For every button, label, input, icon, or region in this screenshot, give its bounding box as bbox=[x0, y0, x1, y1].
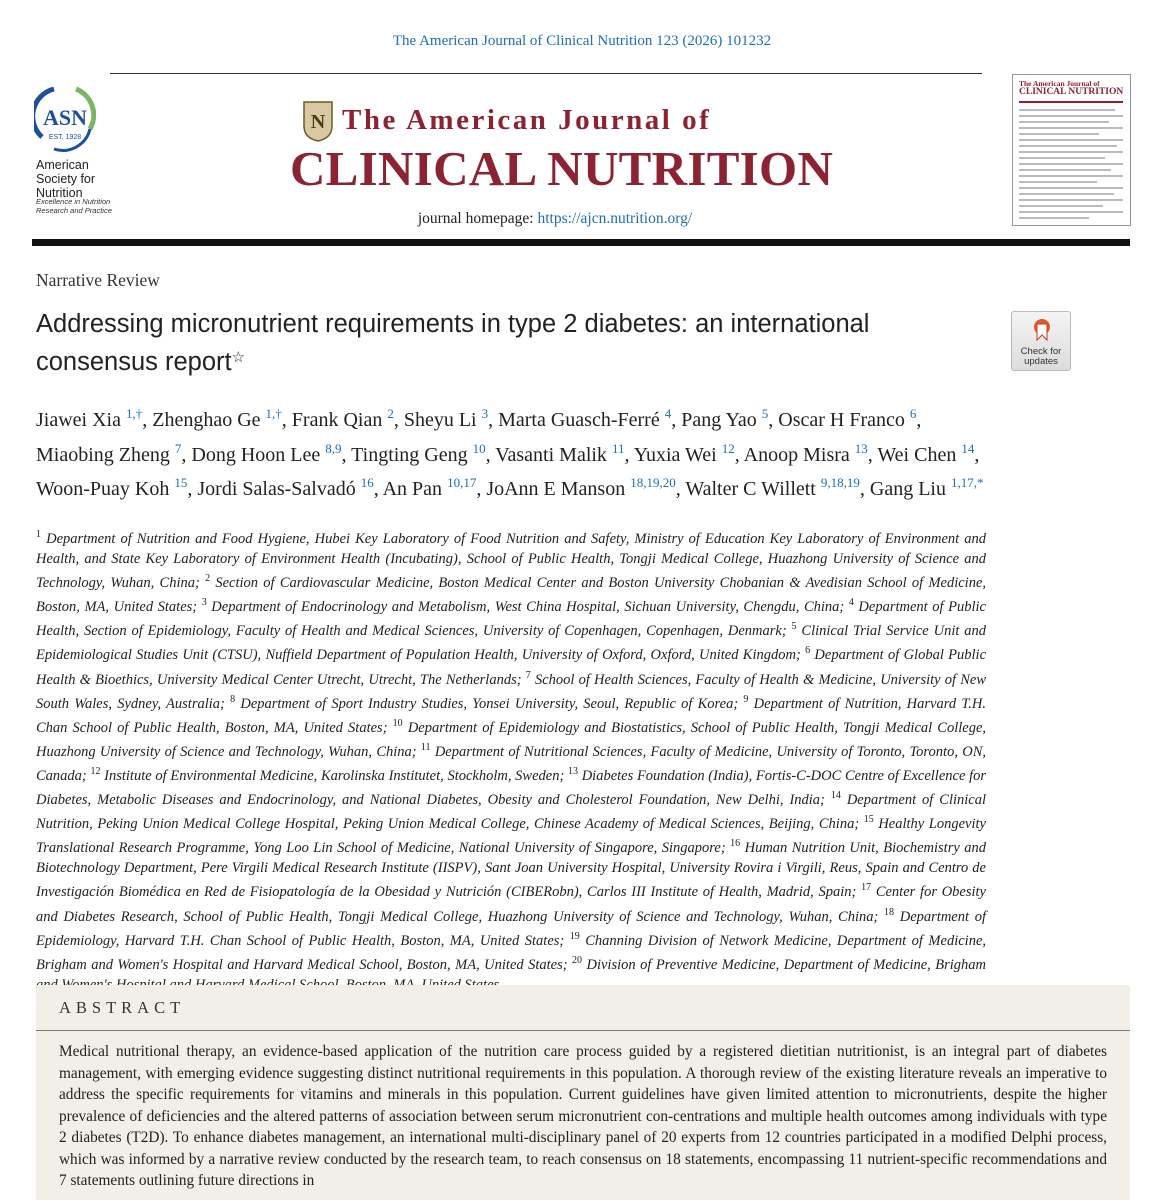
affiliation-text: Center for Obesity and Diabetes Research, School of Public Health, Tongji Medical College, Huazhong University of Science and Technology, Wuhan, China; bbox=[36, 884, 986, 925]
cover-text-line bbox=[1019, 193, 1114, 195]
affiliation-text: Department of Endocrinology and Metabolism, West China Hospital, Sichuan University, Chengdu, China; bbox=[211, 599, 845, 616]
article-title bbox=[36, 307, 996, 379]
author-affiliation-ref[interactable]: 1,17,* bbox=[950, 475, 984, 490]
author-entry bbox=[152, 406, 282, 431]
author-affiliation-ref[interactable]: 3 bbox=[481, 406, 489, 421]
author-entry bbox=[382, 475, 477, 500]
author-entry bbox=[36, 440, 182, 466]
cover-text-line bbox=[1019, 127, 1123, 129]
author-entry bbox=[743, 440, 868, 466]
author-affiliation-ref[interactable]: 1,† bbox=[265, 406, 282, 421]
cover-text-line bbox=[1019, 205, 1103, 207]
affiliation-number: 3 bbox=[201, 597, 207, 609]
author-affiliation-ref[interactable]: 13 bbox=[854, 440, 868, 456]
author-name[interactable]: Pang Yao bbox=[681, 409, 757, 431]
author-entry bbox=[633, 440, 735, 466]
author-affiliation-ref[interactable]: 6 bbox=[909, 406, 917, 421]
author-affiliation-ref[interactable]: 14 bbox=[961, 440, 975, 456]
author-name[interactable]: Wei Chen bbox=[877, 443, 957, 466]
affiliation-number: 13 bbox=[568, 765, 578, 777]
affiliation-text: Healthy Longevity Translational Research Programme, Yong Loo Lin School of Medicine, National University of Singapore, Singapore; bbox=[36, 816, 986, 857]
author-affiliation-ref[interactable]: 8,9 bbox=[325, 440, 342, 456]
affiliation-entry bbox=[90, 765, 565, 784]
journal-citation[interactable] bbox=[0, 33, 1150, 50]
affiliation-number: 20 bbox=[572, 954, 583, 966]
cover-text-line bbox=[1019, 133, 1099, 135]
author-name[interactable]: Jiawei Xia bbox=[36, 409, 121, 431]
affiliation-text: Section of Cardiovascular Medicine, Boston Medical Center and Boston University Chobanian & Avedisian School of Medicine, Boston, MA, United States; bbox=[36, 575, 987, 616]
affiliation-text: Department of Clinical Nutrition, Peking Union Medical College Hospital, Peking Union Medical College, Chinese Academy of Medical Sciences, Beijing, China; bbox=[36, 792, 987, 833]
author-entry bbox=[685, 475, 860, 500]
author-affiliation-ref[interactable]: 15 bbox=[174, 475, 188, 490]
cover-text-line bbox=[1019, 163, 1123, 165]
cover-text-line bbox=[1019, 217, 1089, 219]
author-name[interactable]: An Pan bbox=[382, 478, 443, 500]
affiliation-text: Division of Preventive Medicine, Department of Medicine, Brigham bbox=[586, 956, 987, 973]
affiliation-number: 6 bbox=[805, 645, 811, 657]
journal-emblem-icon bbox=[302, 100, 334, 142]
affiliation-text: Department of Epidemiology, Harvard T.H. Chan School of Public Health, Boston, MA, United States; bbox=[36, 908, 986, 949]
author-affiliation-ref[interactable]: 18,19,20 bbox=[630, 475, 676, 490]
author-name[interactable]: Zhenghao Ge bbox=[152, 409, 261, 431]
journal-homepage bbox=[0, 210, 1110, 228]
affiliation-number: 10 bbox=[392, 717, 403, 729]
affiliation-number: 2 bbox=[205, 573, 211, 585]
author-name[interactable]: Tingting Geng bbox=[351, 443, 468, 466]
article-title-text: Addressing micronutrient requirements in type 2 diabetes: an international consensus report bbox=[36, 310, 870, 376]
author-name[interactable]: Walter C Willett bbox=[685, 478, 816, 500]
affiliation-number: 16 bbox=[730, 838, 741, 850]
author-entry bbox=[869, 475, 984, 500]
author-affiliation-ref[interactable]: 16 bbox=[360, 475, 374, 490]
masthead-rule bbox=[32, 239, 1130, 246]
affiliation-text: Department of Public Health, Section of Epidemiology, Faculty of Health and Medical Sciences, University of Copenhagen, Copenhagen, Denmark; bbox=[36, 599, 986, 640]
affiliation-text: Clinical Trial Service Unit and Epidemiological Studies Unit (CTSU), Nuffield Department of Population Health, University of Oxford, Oxford, United Kingdom; bbox=[36, 623, 986, 664]
author-entry bbox=[877, 440, 975, 466]
affiliation-text: Department of Nutrition and Food Hygiene, Hubei Key Laboratory of Food Nutrition and Safety, Ministry of Education Key Laboratory of Environment and Health, and State Key Laboratory of Environment Health (Incubating), School of Public Health, Tongji Medical College, Huazhong University of Science and Technology, Wuhan, China; bbox=[36, 531, 987, 592]
affiliation-number: 4 bbox=[848, 597, 854, 609]
affiliation-number: 14 bbox=[830, 790, 841, 802]
author-entry bbox=[197, 475, 374, 500]
svg-text:N: N bbox=[310, 111, 326, 133]
cover-text-line bbox=[1019, 109, 1115, 111]
affiliation-number: 19 bbox=[569, 930, 580, 942]
author-name[interactable]: Marta Guasch-Ferré bbox=[498, 409, 660, 431]
author-name[interactable]: Dong Hoon Lee bbox=[191, 443, 321, 466]
affiliation-text: Human Nutrition Unit, Biochemistry and Biotechnology Department, Pere Virgili Medical Research Institute (IISPV), Sant Joan University Hospital, University Rovira i Virgili, Reus, Spain and Centro de Investigación Biomédica en Red de Fisiopatología de la Obesidad y Nutrición (CIBERobn), Carlos III Institute of Health, Madrid, Spain; bbox=[36, 840, 986, 901]
author-name[interactable]: Yuxia Wei bbox=[633, 443, 717, 466]
society-name: American Society for Nutrition bbox=[36, 158, 96, 200]
affiliation-list bbox=[36, 525, 986, 995]
affiliation-entry bbox=[230, 693, 739, 712]
cover-text-line bbox=[1019, 115, 1123, 117]
author-entry bbox=[36, 406, 143, 431]
cover-divider bbox=[1019, 101, 1123, 103]
society-tagline: Excellence in Nutrition Research and Practice bbox=[36, 197, 112, 215]
author-affiliation-ref[interactable]: 10,17 bbox=[447, 475, 477, 490]
author-affiliation-ref[interactable]: 11 bbox=[611, 440, 625, 456]
author-entry bbox=[486, 475, 676, 500]
journal-title-line2: CLINICAL NUTRITION bbox=[290, 141, 834, 196]
affiliation-number: 7 bbox=[525, 669, 531, 681]
asn-logo-text: ASN bbox=[42, 105, 88, 130]
abstract-rule bbox=[36, 1030, 1130, 1031]
affiliation-text: School of Health Sciences, Faculty of Health & Medicine, University of New South Wales, Sydney, Australia; bbox=[36, 671, 987, 712]
author-name[interactable]: Miaobing Zheng bbox=[36, 443, 170, 466]
cover-text-line bbox=[1019, 151, 1123, 153]
affiliation-text: Department of Epidemiology and Biostatistics, School of Public Health, Tongji Medical College, Huazhong University of Science and Technology, Wuhan, China; bbox=[36, 719, 987, 760]
bookmark-icon bbox=[1032, 318, 1052, 344]
header-rule bbox=[110, 73, 982, 74]
author-list: Jiawei Xia $^{1,\dagger}$, Zhenghao Ge $^{1,\dagger}$, Frank Qian $^2$, Sheyu Li $^3$, Marta Guasch-Ferré $^4$, Pang Yao $^5$, Oscar H Franco $^6$, Miaobing Zheng $^7$, Dong Hoon Lee $^{8,9}$, Tingting Geng $^{10}$, Vasanti Malik $^{11}$, Yuxia Wei $^{12}$, Anoop Misra $^{13}$, Wei Chen $^{14}$, Woon-Puay Koh $^{15}$, Jordi Salas-Salvadó $^{16}$, An Pan $^{10,17}$, JoAnn E Manson $^{18,19,20}$, Walter C Willett $^{9,18,19}$, Gang Liu $^{1,17,*}$ bbox=[36, 406, 984, 500]
affiliation-text: Department of Nutritional Sciences, Faculty of Medicine, University of Toronto, Toronto, ON, Canada; bbox=[36, 743, 986, 784]
journal-title-line1: The American Journal of bbox=[342, 104, 712, 136]
asn-established: EST. 1928 bbox=[48, 134, 82, 141]
author-name[interactable]: Sheyu Li bbox=[403, 409, 477, 431]
author-entry bbox=[498, 406, 672, 431]
author-name[interactable]: Anoop Misra bbox=[743, 443, 850, 466]
author-affiliation-ref[interactable]: 7 bbox=[174, 440, 182, 456]
author-affiliation-ref[interactable]: 1,† bbox=[125, 406, 143, 421]
cover-text-line bbox=[1019, 139, 1123, 141]
cover-title-line2: CLINICAL NUTRITION bbox=[1019, 87, 1124, 97]
citation-link[interactable]: The American Journal of Clinical Nutrition 123 (2026) 101232 bbox=[392, 33, 772, 49]
affiliation-number: 11 bbox=[420, 741, 431, 753]
author-entry bbox=[36, 475, 188, 500]
journal-cover-thumbnail[interactable] bbox=[1012, 74, 1131, 226]
article-type: Narrative Review bbox=[36, 270, 160, 290]
asn-emblem-icon bbox=[34, 85, 96, 157]
affiliation-number: 12 bbox=[90, 765, 101, 777]
affiliation-text: Department of Global Public Health & Bioethics, University Medical Center Utrecht, Utrecht, The Netherlands; bbox=[36, 647, 987, 688]
affiliation-text: Channing Division of Network Medicine, Department of Medicine, Brigham and Women's Hospital and Harvard Medical School, Boston, MA, United States; bbox=[36, 932, 987, 973]
affiliation-number: 15 bbox=[863, 814, 874, 826]
author-entry bbox=[191, 440, 342, 466]
cover-text-line bbox=[1019, 145, 1117, 147]
asn-logo bbox=[34, 85, 124, 162]
author-name[interactable]: Gang Liu bbox=[869, 478, 946, 500]
affiliation-entry bbox=[202, 599, 845, 615]
author-affiliation-ref[interactable]: 9,18,19 bbox=[820, 475, 860, 490]
author-entry bbox=[681, 406, 769, 431]
author-name[interactable]: Jordi Salas-Salvadó bbox=[197, 478, 356, 500]
homepage-label: journal homepage: bbox=[417, 210, 534, 227]
affiliation-text: Institute of Environmental Medicine, Karolinska Institutet, Stockholm, Sweden; bbox=[104, 767, 565, 784]
author-entry bbox=[403, 406, 489, 431]
affiliation-text: Department of Sport Industry Studies, Yonsei University, Seoul, Republic of Korea; bbox=[240, 695, 739, 712]
affiliation-text: Department of Nutrition, Harvard T.H. Chan School of Public Health, Boston, MA, United States; bbox=[36, 695, 987, 736]
author-name[interactable]: Frank Qian bbox=[291, 409, 383, 431]
cover-text-line bbox=[1019, 157, 1105, 159]
affiliation-number: 5 bbox=[791, 621, 797, 633]
author-entry bbox=[495, 440, 625, 466]
affiliation-number: 18 bbox=[884, 906, 895, 918]
title-footnote-star[interactable]: ☆ bbox=[231, 349, 246, 366]
author-name[interactable]: JoAnn E Manson bbox=[486, 478, 626, 500]
author-entry bbox=[778, 406, 917, 431]
author-affiliation-ref[interactable]: 12 bbox=[721, 440, 735, 456]
affiliation-text: Diabetes Foundation (India), Fortis-C-DOC Centre of Excellence for Diabetes, Metabolic Diseases and Endocrinology, and National Diabetes, Obesity and Cholesterol Foundation, New Delhi, India; bbox=[36, 767, 986, 809]
cover-title-line1: The American Journal of bbox=[1019, 79, 1100, 88]
author-name[interactable]: Vasanti Malik bbox=[495, 443, 607, 466]
cover-text-line bbox=[1019, 169, 1111, 171]
author-affiliation-ref[interactable]: 5 bbox=[761, 406, 769, 421]
author-name[interactable]: Woon-Puay Koh bbox=[36, 478, 170, 500]
author-entry bbox=[291, 406, 394, 431]
author-affiliation-ref[interactable]: 4 bbox=[664, 406, 672, 421]
homepage-link[interactable]: https://ajcn.nutrition.org/ bbox=[537, 210, 693, 227]
author-affiliation-ref[interactable]: 2 bbox=[387, 406, 394, 421]
abstract-text: Medical nutritional therapy, an evidence-based application of the nutrition care process guided by a registered dietitian nutritionist, is an integral part of diabetes management, with emerging evidence suggesting distinct nutritional requirements in this population. A thorough review of the existing literature reveals an imperative to address the specific requirements for vitamins and minerals in this population. Current guidelines have given limited attention to micronutrients, despite the higher prevalence of deficiencies and the altered patterns of association between serum micronutrient con-centrations and multiple health outcomes among individuals with type 2 diabetes (T2D). To enhance diabetes management, an international multi-disciplinary panel of 20 experts from 12 countries participated in a modified Delphi process, which was informed by a narrative review conducted by the research team, to reach consensus on 18 statements, encompassing 11 nutrient-specific recommendations and 7 statements outlining future directions in bbox=[59, 1043, 1107, 1189]
check-for-updates-label: Check for updates bbox=[1020, 346, 1062, 367]
check-for-updates-button[interactable] bbox=[1011, 311, 1071, 371]
cover-text-line bbox=[1019, 175, 1123, 177]
author-entry bbox=[351, 440, 486, 466]
author-affiliation-ref[interactable]: 10 bbox=[472, 440, 486, 456]
cover-text-line bbox=[1019, 199, 1123, 201]
cover-text-line bbox=[1019, 211, 1123, 213]
affiliation-number: 17 bbox=[861, 882, 872, 894]
abstract-heading: ABSTRACT bbox=[59, 998, 186, 1017]
affiliation-number: 9 bbox=[743, 693, 749, 705]
cover-text-line bbox=[1019, 187, 1123, 189]
cover-text-line bbox=[1019, 121, 1109, 123]
cover-text-line bbox=[1019, 181, 1097, 183]
affiliation-number: 8 bbox=[230, 693, 236, 705]
affiliation-number: 1 bbox=[36, 529, 41, 540]
author-name[interactable]: Oscar H Franco bbox=[778, 409, 905, 431]
